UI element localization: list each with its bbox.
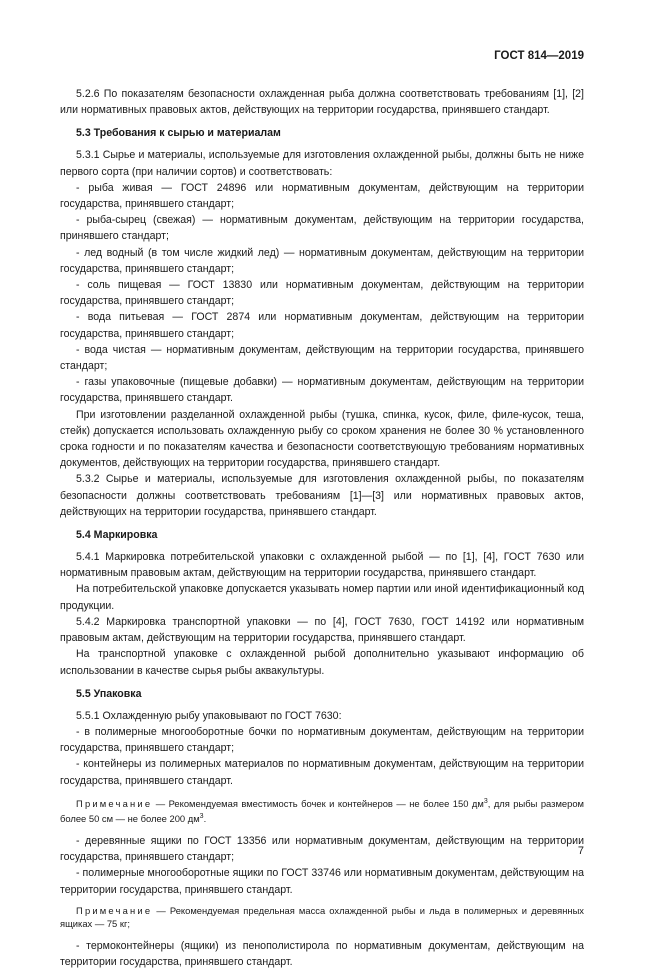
superscript: 3 <box>199 813 204 821</box>
list-item: - вода питьевая — ГОСТ 2874 или нормативным документам, действующим на территории государства, принявшего стандарт; <box>60 311 584 340</box>
list-item: - рыба-сырец (свежая) — нормативным документам, действующим на территории государства, принявшего стандарт; <box>60 214 584 243</box>
paragraph-5-3-2: 5.3.2 Сырье и материалы, используемые для изготовления охлажденной рыбы, по показателям безопасности должны соответствовать требованиям [1]—[3] или нормативных правовых актов, действующих на территории государства, принявшего стандарт. <box>60 473 584 518</box>
note-mass <box>60 904 584 931</box>
list-item: - вода чистая — нормативным документам, действующим на территории государства, принявшего стандарт; <box>60 343 584 373</box>
note-label: Примечание <box>76 904 153 916</box>
standard-header: ГОСТ 814—2019 <box>494 50 584 62</box>
list-item: - деревянные ящики по ГОСТ 13356 или нормативным документам, действующим на территории государства, принявшего стандарт; <box>60 834 584 864</box>
note-capacity <box>60 795 584 826</box>
note-label: Примечание <box>76 797 153 809</box>
note-text: , для рыбы размером более 50 см — не более 200 дм <box>60 797 584 825</box>
paragraph-5-3-1: 5.3.1 Сырье и материалы, используемые для изготовления охлажденной рыбы, должны быть не ниже первого сорта (при наличии сортов) и соответствовать: <box>60 149 584 178</box>
page-number: 7 <box>577 845 584 857</box>
section-heading-5-4: 5.4 Маркировка <box>76 529 158 542</box>
section-heading-5-5: 5.5 Упаковка <box>76 687 142 700</box>
note-text: — Рекомендуемая предельная масса охлажденной рыбы и льда в полимерных и деревянных ящиках — 75 кг; <box>60 904 584 930</box>
list-item: - лед водный (в том числе жидкий лед) — нормативным документам, действующим на территории государства, принявшего стандарт; <box>60 246 584 275</box>
paragraph-5-4-2-b: На транспортной упаковке с охлажденной рыбой дополнительно указывают информацию об использовании в качестве сырья рыбы аквакультуры. <box>60 648 584 677</box>
list-item: - контейнеры из полимерных материалов по нормативным документам, действующим на территории государства, принявшего стандарт. <box>60 758 584 787</box>
paragraph-5-5-1: 5.5.1 Охлажденную рыбу упаковывают по ГОСТ 7630: <box>76 709 342 722</box>
list-item: - полимерные многооборотные ящики по ГОСТ 33746 или нормативным документам, действующим на территории государства, принявшего стандарт. <box>60 867 584 896</box>
paragraph-5-4-2: 5.4.2 Маркировка транспортной упаковки — по [4], ГОСТ 7630, ГОСТ 14192 или нормативным правовым актам, действующим на территории государства, принявшего стандарт. <box>60 615 584 645</box>
paragraph-5-4-1: 5.4.1 Маркировка потребительской упаковки с охлажденной рыбой — по [1], [4], ГОСТ 7630 или нормативным правовым актам, действующим на территории государства, принявшего стандарт. <box>60 551 584 580</box>
page-body <box>60 86 584 970</box>
paragraph-5-2-6: 5.2.6 По показателям безопасности охлажденная рыба должна соответствовать требованиям [1], [2] или нормативных правовых актов, действующих на территории государства, принявшего стандарт. <box>60 88 584 117</box>
paragraph-5-4-1-b: На потребительской упаковке допускается указывать номер партии или иной идентификационный код продукции. <box>60 583 584 612</box>
note-text: — Рекомендуемая вместимость бочек и контейнеров — не более 150 дм <box>152 797 484 809</box>
list-item: - рыба живая — ГОСТ 24896 или нормативным документам, действующим на территории государства, принявшего стандарт; <box>60 181 584 211</box>
list-item: - в полимерные многооборотные бочки по нормативным документам, действующим на территории государства, принявшего стандарт; <box>60 725 584 755</box>
list-item: - газы упаковочные (пищевые добавки) — нормативным документам, действующим на территории государства, принявшего стандарт. <box>60 376 584 405</box>
note-text: . <box>203 813 207 825</box>
section-heading-5-3: 5.3 Требования к сырью и материалам <box>76 127 281 140</box>
list-item: - соль пищевая — ГОСТ 13830 или нормативным документам, действующим на территории государства, принявшего стандарт; <box>60 279 584 308</box>
paragraph-5-3-1-note: При изготовлении разделанной охлажденной рыбы (тушка, спинка, кусок, филе, филе-кусок, теша, стейк) допускается использовать охлажденную рыбу со сроком хранения не более 30 % установленного срока годности и по показателям качества и безопасности соответствующую требованиям нормативных документов, действующих на территории государства, принявшего стандарт. <box>60 408 584 470</box>
superscript: 3 <box>483 797 488 805</box>
list-item: - термоконтейнеры (ящики) из пенополистирола по нормативным документам, действующим на территории государства, принявшего стандарт. <box>60 939 584 968</box>
